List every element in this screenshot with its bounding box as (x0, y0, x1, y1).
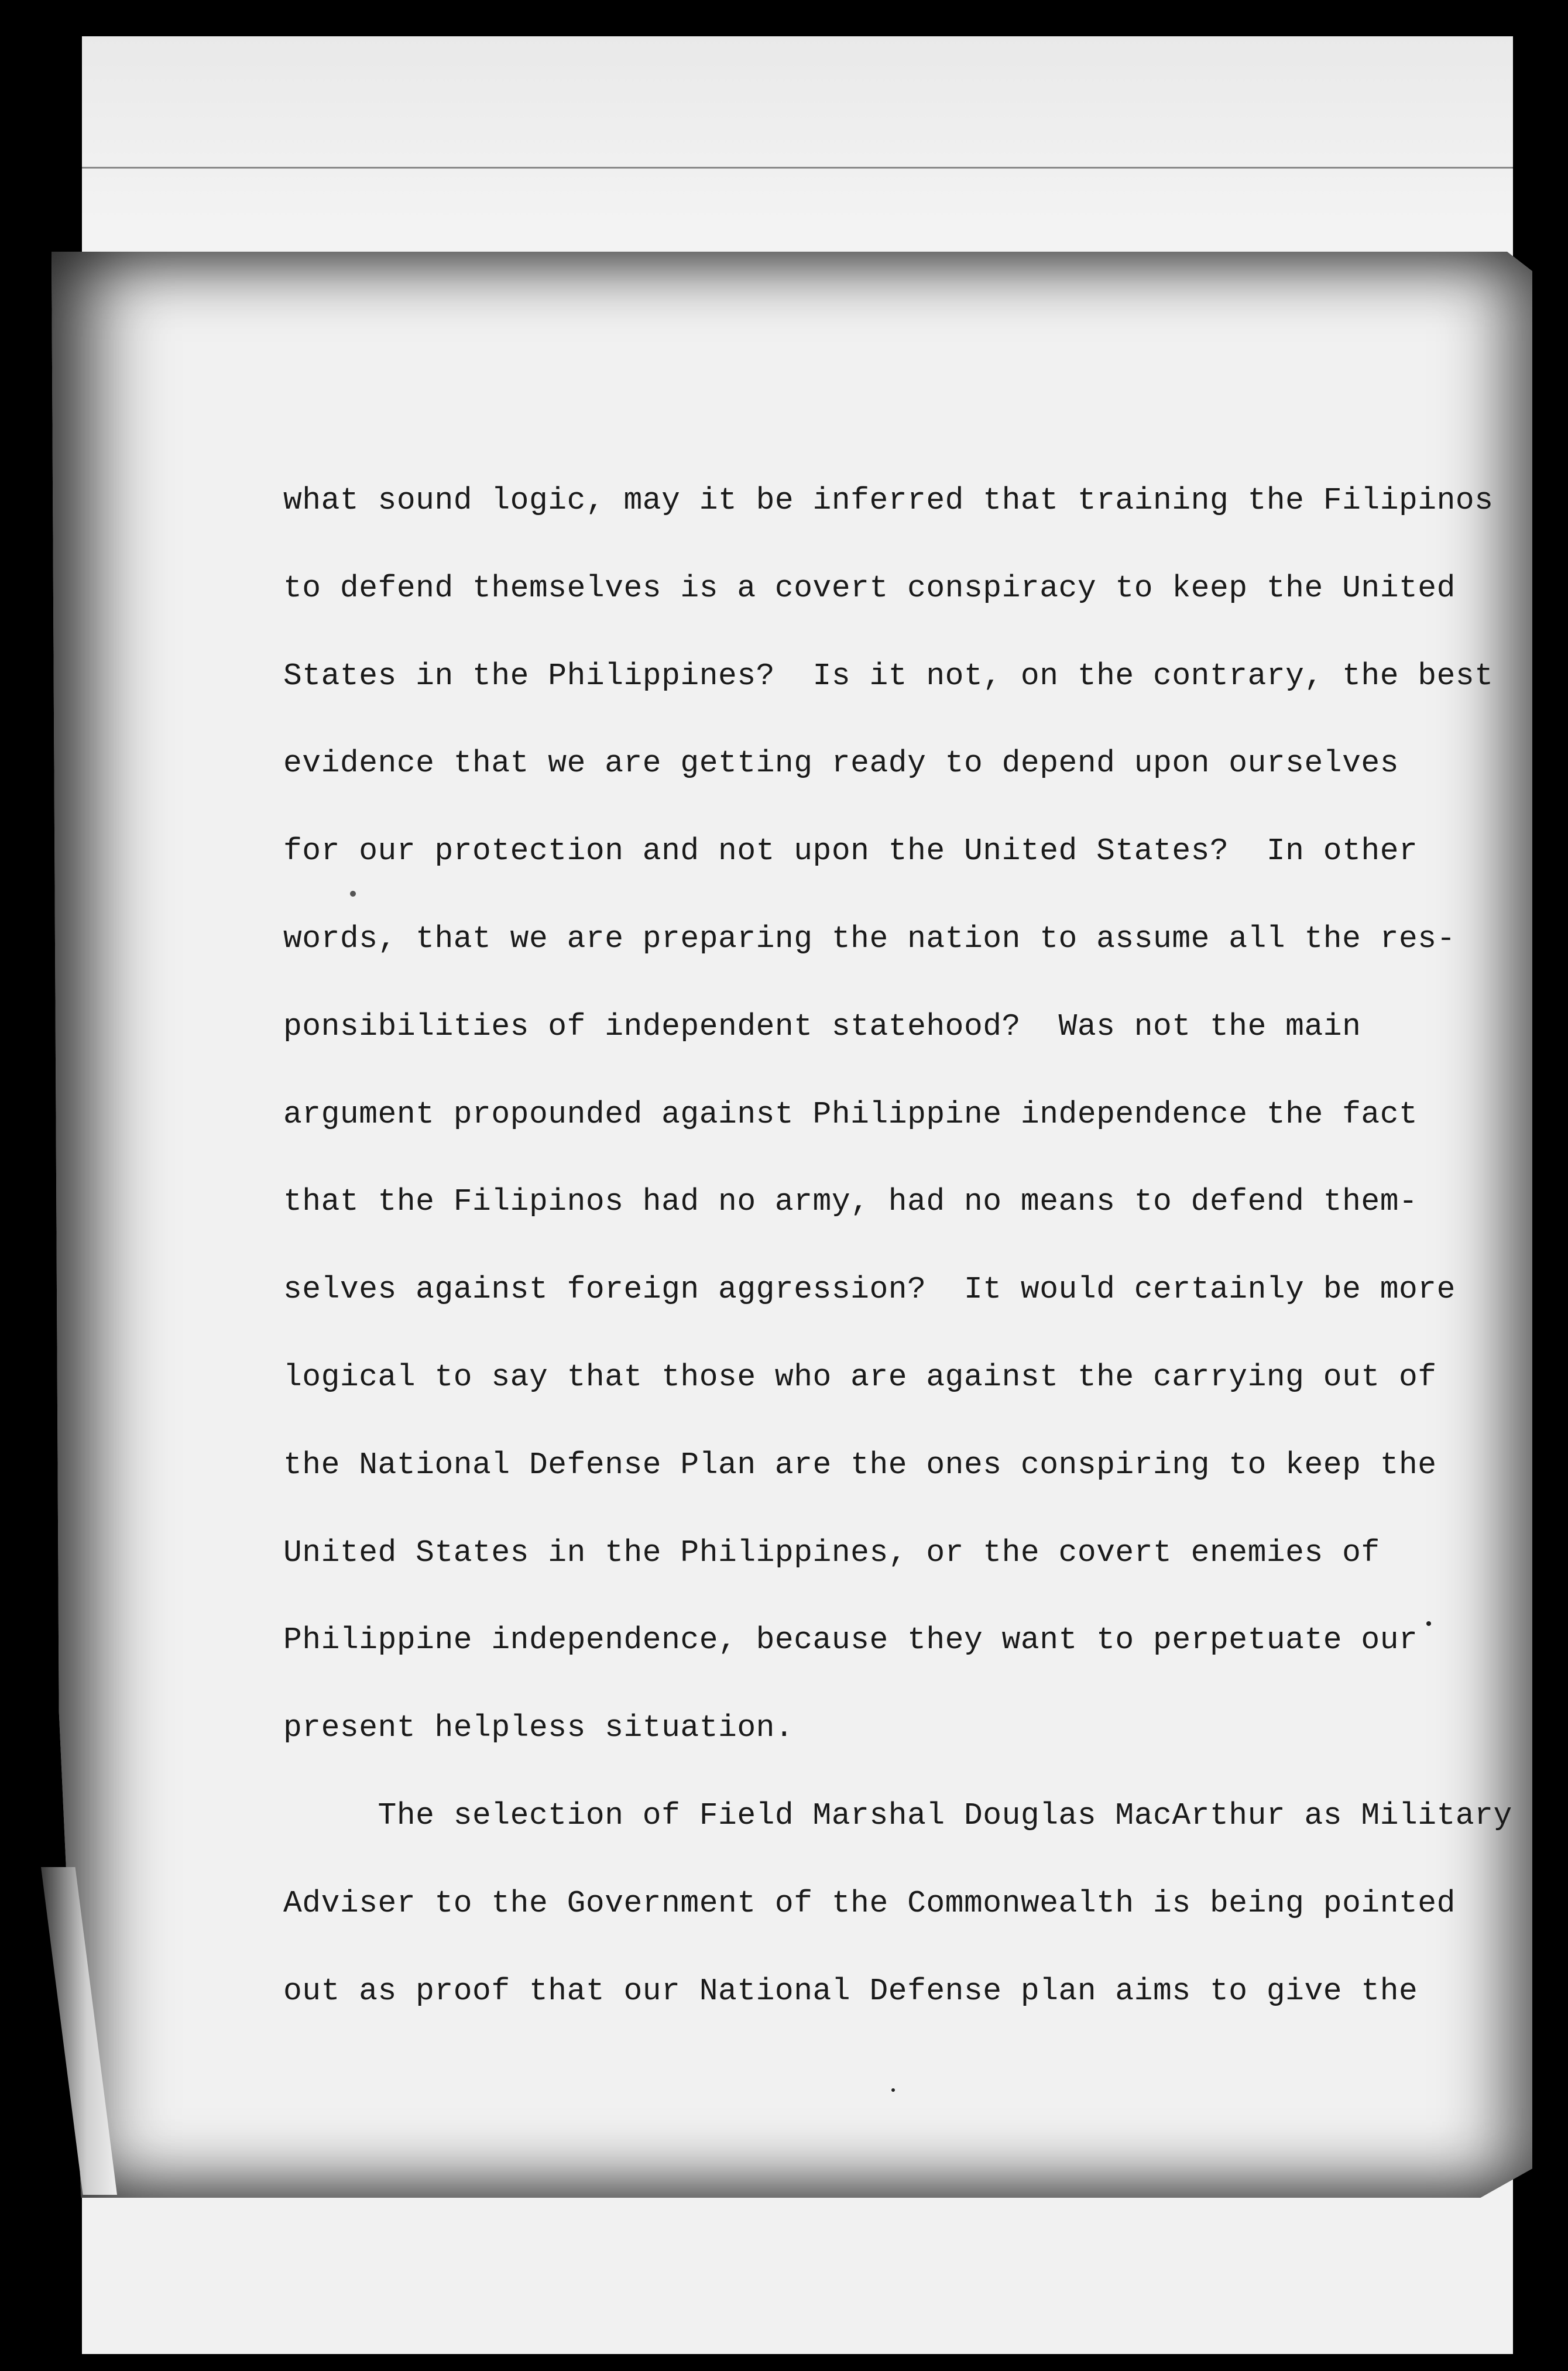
text-line: words, that we are preparing the nation to assume all the res- (283, 921, 1456, 956)
text-line: selves against foreign aggression? It would certainly be more (283, 1272, 1456, 1307)
sheet-fold-line (82, 167, 1513, 169)
text-line: Philippine independence, because they want to perpetuate our (283, 1622, 1418, 1658)
text-line: that the Filipinos had no army, had no means to defend them- (283, 1184, 1418, 1219)
ink-speck (1426, 1621, 1431, 1626)
text-line: the National Defense Plan are the ones conspiring to keep the (283, 1447, 1437, 1483)
text-line: United States in the Philippines, or the covert enemies of (283, 1535, 1380, 1570)
text-line: argument propounded against Philippine independence the fact (283, 1097, 1418, 1132)
text-line: The selection of Field Marshal Douglas MacArthur as Military (283, 1798, 1512, 1833)
text-line: out as proof that our National Defense plan aims to give the (283, 1974, 1418, 2009)
text-line: present helpless situation. (283, 1710, 794, 1745)
ink-speck (891, 2088, 895, 2092)
text-line: to defend themselves is a covert conspiracy to keep the United (283, 571, 1456, 606)
text-line: what sound logic, may it be inferred that training the Filipinos (283, 483, 1494, 518)
ink-speck (350, 891, 356, 897)
text-line: for our protection and not upon the United States? In other (283, 833, 1418, 869)
text-line: ponsibilities of independent statehood? Was not the main (283, 1009, 1361, 1044)
text-line: States in the Philippines? Is it not, on the contrary, the best (283, 658, 1494, 694)
text-line: evidence that we are getting ready to depend upon ourselves (283, 746, 1399, 781)
text-line: logical to say that those who are against the carrying out of (283, 1360, 1437, 1395)
text-line: Adviser to the Government of the Commonwealth is being pointed (283, 1886, 1456, 1921)
